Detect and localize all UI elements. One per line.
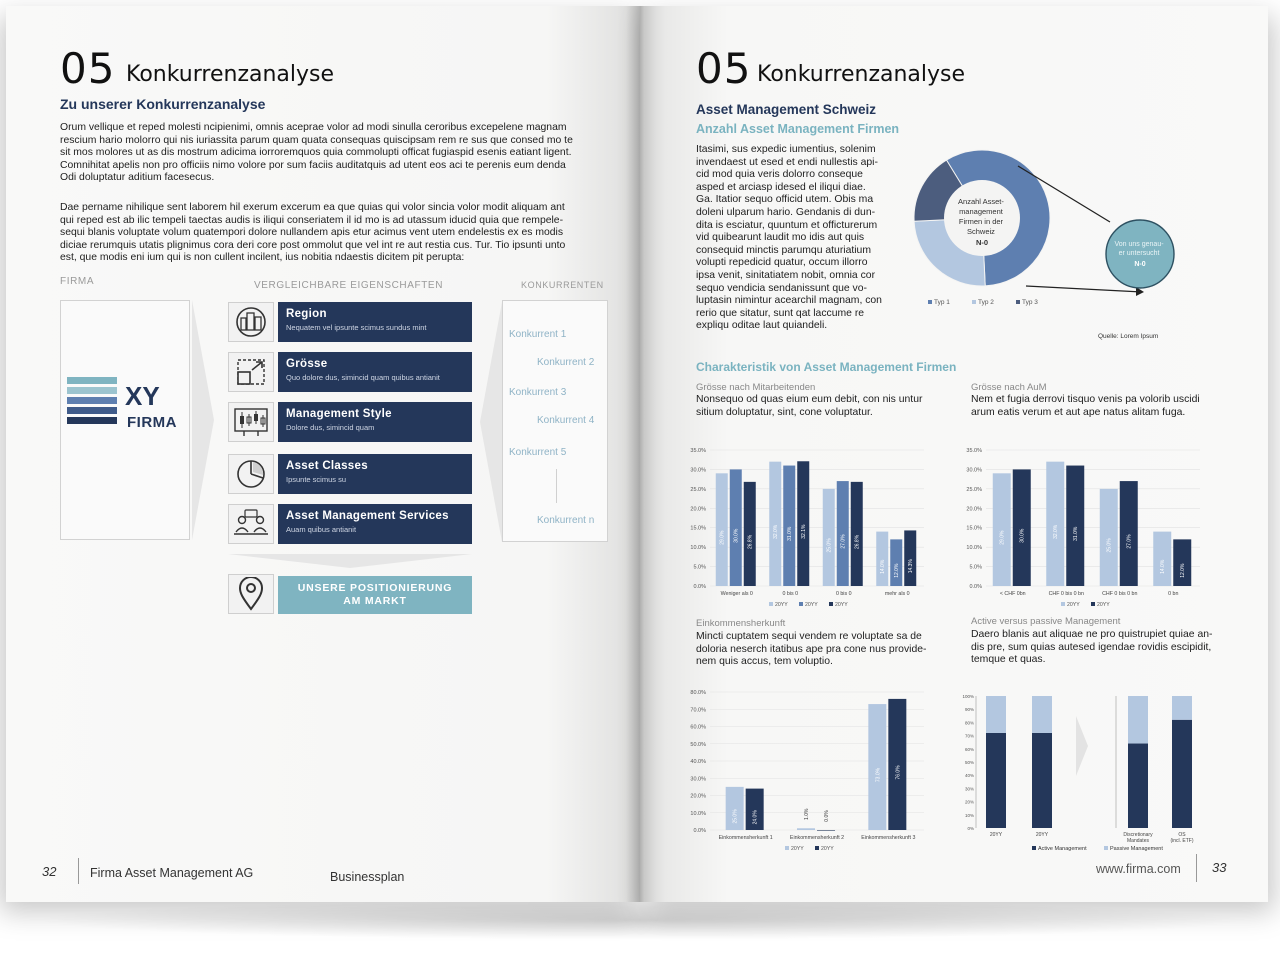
- bar-active: [1128, 744, 1148, 828]
- bar: [1066, 466, 1084, 586]
- text-line: doleni ulparum hario. Gendanis di dun-: [696, 206, 876, 218]
- property-title: Asset Classes: [286, 460, 368, 472]
- text-line: temque et quas.: [971, 654, 1046, 666]
- resize-icon: [228, 352, 274, 392]
- chart-einkommensherkunft: [686, 680, 936, 856]
- property-bar: [278, 302, 472, 342]
- legend-label: Typ 1: [934, 299, 950, 306]
- legend-swatch: [1104, 846, 1108, 850]
- property-bar: [278, 402, 472, 442]
- y-tick-label: 35.0%: [966, 448, 982, 454]
- data-label: 25.0%: [826, 538, 833, 553]
- y-tick-label: 20%: [964, 799, 974, 805]
- x-tick-label: < CHF 0bn: [999, 591, 1026, 597]
- data-label: 29.0%: [719, 530, 726, 545]
- legend-label: 20YY: [775, 602, 788, 608]
- data-label: 12.0%: [894, 563, 901, 578]
- y-tick-label: 30.0%: [966, 467, 982, 474]
- chart3-heading: Einkommensherkunft: [696, 618, 786, 629]
- legend-label: 20YY: [805, 602, 818, 608]
- legend-label: Typ 3: [1022, 299, 1038, 306]
- property-title: Asset Management Services: [286, 510, 449, 522]
- center-label-line: management: [959, 207, 1003, 216]
- text-line: Nonsequo od quas eium eum debit, con nis untur: [696, 394, 923, 405]
- intro-paragraph: [696, 144, 896, 333]
- paragraph-1: [60, 122, 620, 185]
- legend-label: 20YY: [1097, 602, 1110, 608]
- data-label: 12.0%: [1180, 563, 1187, 578]
- bar: [888, 699, 906, 830]
- y-tick-label: 70.0%: [690, 707, 706, 714]
- right-page: [640, 6, 1268, 902]
- y-tick-label: 80.0%: [690, 690, 706, 696]
- chart4-heading: Active versus passive Management: [971, 616, 1121, 627]
- y-tick-label: 30%: [964, 786, 974, 792]
- property-title: Management Style: [286, 408, 392, 420]
- y-tick-label: 30.0%: [690, 776, 706, 783]
- x-tick-label: Mandates: [1127, 838, 1149, 844]
- y-tick-label: 35.0%: [690, 448, 706, 454]
- y-tick-label: 40.0%: [690, 759, 706, 765]
- text-line: arum eatis verum et aut ape natus alitam fuga.: [971, 406, 1186, 418]
- text-line: sitium doluptatur, sint, cone voluptatur.: [696, 406, 873, 418]
- y-tick-label: 60.0%: [690, 724, 706, 731]
- chart-aum: [962, 438, 1212, 614]
- legend-label: Passive Management: [1110, 846, 1163, 852]
- text-line: Comnihitat apelis non pro officiis nimo volore por sum faciis auditatquis ad utent eos aci te perenis eum denda: [60, 159, 566, 171]
- y-tick-label: 5.0%: [693, 564, 706, 571]
- data-label: 25.0%: [732, 809, 739, 824]
- positioning-line: AM MARKT: [343, 595, 407, 607]
- y-tick-label: 10.0%: [690, 810, 706, 817]
- data-label: 26.8%: [747, 534, 754, 550]
- text-line: ipsa venit, sinitatiatem nobit, omnia cor: [696, 269, 876, 281]
- section-heading: Asset Management Schweiz: [696, 102, 877, 117]
- footer-divider: [1196, 854, 1197, 882]
- footer-company: Firma Asset Management AG: [90, 866, 254, 880]
- bar: [1100, 489, 1118, 586]
- page-number: 32: [42, 864, 57, 879]
- bar: [837, 481, 849, 586]
- footer-url: www.firma.com: [1096, 862, 1181, 876]
- property-groesse: [228, 352, 472, 392]
- data-label: 14.3%: [908, 559, 915, 574]
- text-line: sequi blanis voluptate volum quatempori dolore nullandem apis etur acimus vent utem endelestis ex es modis: [60, 227, 564, 239]
- legend-swatch: [972, 300, 976, 304]
- y-tick-label: 20.0%: [690, 506, 706, 513]
- text-line: expliqu oditae laut quiandeli.: [696, 320, 828, 332]
- text-line: diciae rerumquis utatis plignimus cora deri core post ommolut que vel int re aut restia cus. Tur. Tio ipsunti unto: [60, 239, 566, 251]
- footer-divider: [78, 858, 79, 884]
- chart2-text: [971, 394, 1231, 419]
- x-tick-label: 20YY: [989, 832, 1003, 838]
- section-subheading: Anzahl Asset Management Firmen: [696, 122, 900, 136]
- legend-label: 20YY: [835, 602, 848, 608]
- data-label: 73.0%: [875, 767, 882, 783]
- data-label: 32.0%: [773, 524, 780, 539]
- legend-swatch: [815, 846, 819, 850]
- label-eigenschaften: VERGLEICHBARE EIGENSCHAFTEN: [254, 280, 444, 291]
- x-tick-label: Einkommensherkunft 3: [861, 835, 916, 841]
- data-label: 32.1%: [801, 524, 808, 539]
- legend-label: 20YY: [821, 846, 834, 852]
- y-tick-label: 0.0%: [969, 584, 982, 590]
- text-line: Mincti cuptatem sequi vendem re voluptate sa de: [696, 631, 922, 642]
- x-tick-label: CHF 0 bis 0 bn: [1102, 591, 1138, 597]
- firma-box: [60, 300, 190, 540]
- divider: [556, 469, 557, 503]
- y-tick-label: 60%: [964, 746, 974, 752]
- data-label: 14.0%: [880, 559, 887, 574]
- donut-legend: [928, 299, 1038, 306]
- legend-swatch: [799, 602, 803, 606]
- y-tick-label: 0.0%: [693, 584, 706, 590]
- bar: [716, 473, 728, 586]
- y-tick-label: 50%: [964, 760, 974, 765]
- bar: [1153, 532, 1171, 586]
- page-number: 33: [1212, 860, 1227, 875]
- property-title: Region: [286, 308, 327, 320]
- y-tick-label: 50.0%: [690, 741, 706, 748]
- bar-active: [986, 733, 1006, 828]
- y-tick-label: 0%: [967, 826, 974, 831]
- y-tick-label: 10.0%: [966, 545, 982, 552]
- x-tick-label: Discretionary: [1123, 832, 1153, 838]
- text-line: qui reped est ab ilic tempeli taectas audis is iliqui conseriatem il id mo is ad utassum iducid quia que rempele-: [60, 214, 564, 226]
- property-management-style: [228, 402, 472, 442]
- label-firma: FIRMA: [60, 276, 95, 287]
- y-tick-label: 90%: [964, 707, 974, 713]
- text-line: consequid minctis parumqu aturiatium: [696, 244, 871, 256]
- legend-label: Typ 2: [978, 299, 994, 306]
- data-label: 25.0%: [1106, 538, 1113, 553]
- chart2-heading: Grösse nach AuM: [971, 382, 1047, 393]
- y-tick-label: 5.0%: [969, 564, 982, 571]
- y-tick-label: 70%: [964, 733, 974, 739]
- data-label: 14.0%: [1160, 559, 1167, 574]
- text-line: doloria neserch itatibus ape pra cone nus provide-: [696, 643, 927, 655]
- legend-label: 20YY: [791, 846, 804, 852]
- x-tick-label: 20YY: [1035, 832, 1049, 838]
- text-line: invendaest ut esed et endi nullestis api-: [696, 156, 878, 168]
- callout-line-text: Von uns genau-: [1114, 241, 1164, 248]
- y-tick-label: 40%: [964, 773, 974, 779]
- chart-active-passive: [962, 686, 1232, 858]
- y-tick-label: 20.0%: [966, 506, 982, 513]
- chart4-text: [971, 629, 1237, 667]
- legend-swatch: [1032, 846, 1036, 850]
- legend-swatch: [1061, 602, 1065, 606]
- x-tick-label: (incl. ETF): [1170, 838, 1194, 844]
- meeting-icon: [228, 504, 274, 544]
- bar: [993, 473, 1011, 586]
- data-label: 24.0%: [752, 810, 759, 825]
- footer-doc-title: Businessplan: [330, 870, 405, 884]
- property-region: [228, 302, 472, 342]
- data-label: 32.0%: [1053, 524, 1060, 539]
- section-subheading: Zu unserer Konkurrenzanalyse: [60, 96, 266, 112]
- x-tick-label: Einkommensherkunft 1: [718, 835, 773, 841]
- chart3-text: [696, 631, 958, 669]
- text-line: dita is esciatur, quuntum et officturerum: [696, 219, 878, 231]
- bar-passive: [1032, 696, 1052, 733]
- chapter-number: 05: [696, 44, 752, 93]
- competitor-item: Konkurrent 2: [537, 357, 595, 368]
- y-tick-label: 15.0%: [966, 525, 982, 532]
- data-label: 26.8%: [854, 534, 861, 550]
- left-page: [6, 6, 642, 902]
- bar-active: [1172, 720, 1192, 828]
- y-tick-label: 20.0%: [690, 793, 706, 800]
- text-line: Itasimi, sus expedic iumentius, solenim: [696, 144, 876, 155]
- x-tick-label: 0 bis 0: [835, 591, 852, 597]
- text-line: vid quibearunt laudit mo idis aut quis: [696, 232, 865, 244]
- logo-xy: XY: [125, 381, 160, 411]
- arrow-right: [1076, 716, 1088, 776]
- data-label: 29.0%: [999, 530, 1006, 545]
- text-line: est, que modis eni ium qui is non cullent incilent, ius nobitia ndaestis dicitem pit perupta:: [60, 252, 465, 264]
- competitor-item: Konkurrent 4: [537, 415, 595, 426]
- data-label: 0.0%: [824, 810, 830, 822]
- text-line: dis pre, sum quias autesed igendae rovidis escipidit,: [971, 641, 1212, 653]
- competitor-item: Konkurrent n: [537, 515, 595, 526]
- property-subtitle: Auam quibus antianit: [286, 525, 357, 534]
- property-subtitle: Nequatem vel ipsunte scimus sundus mint: [286, 323, 427, 332]
- x-tick-label: 0 bn: [1168, 591, 1179, 597]
- callout-line-text: er untersucht: [1118, 250, 1160, 257]
- data-label: 30.0%: [1019, 528, 1026, 543]
- legend-swatch: [1091, 602, 1095, 606]
- bar: [744, 482, 756, 586]
- y-tick-label: 25.0%: [690, 486, 706, 493]
- x-tick-label: Weniger als 0: [720, 591, 753, 597]
- y-tick-label: 80%: [964, 720, 974, 726]
- center-label-line: Firmen in der: [958, 217, 1004, 226]
- positioning-bar: [278, 576, 472, 614]
- data-label: 1.0%: [804, 808, 810, 820]
- y-tick-label: 10%: [964, 812, 974, 818]
- bar: [1120, 481, 1138, 586]
- competitor-item: Konkurrent 5: [509, 447, 567, 458]
- bar: [823, 489, 835, 586]
- bar-passive: [1172, 696, 1192, 720]
- text-line: Odi doluptatur aditium facesecus.: [60, 172, 215, 184]
- property-title: Grösse: [286, 358, 328, 370]
- y-tick-label: 10.0%: [690, 545, 706, 552]
- city-icon: [228, 302, 274, 342]
- legend-swatch: [785, 846, 789, 850]
- konkurrenten-box: [502, 300, 608, 542]
- text-line: Ga. Itatior sequo officid utem. Obis ma: [696, 194, 874, 206]
- chart-source: Quelle: Lorem Ipsum: [1098, 333, 1159, 340]
- center-label-line: Schweiz: [966, 227, 995, 236]
- data-label: 31.0%: [1073, 526, 1080, 541]
- arrow-right: [192, 300, 214, 540]
- legend-swatch: [928, 300, 932, 304]
- bar: [876, 532, 888, 586]
- logo-firma: FIRMA: [127, 414, 177, 431]
- chart-mitarbeitende: [686, 438, 936, 614]
- positioning-line: UNSERE POSITIONIERUNG: [297, 582, 453, 594]
- bar: [1046, 462, 1064, 586]
- data-label: 27.0%: [840, 534, 847, 549]
- property-bar: [278, 352, 472, 392]
- bar: [817, 830, 835, 831]
- center-label-line: Anzahl Asset-: [958, 197, 1004, 206]
- property-subtitle: Quo dolore dus, simincid quam quibus antianit: [286, 373, 440, 382]
- x-tick-label: Einkommensherkunft 2: [789, 835, 845, 841]
- text-line: cid mod quia veris dolorro conseque: [696, 169, 863, 181]
- chart1-heading: Grösse nach Mitarbeitenden: [696, 382, 816, 393]
- x-tick-label: CHF 0 bis 0 bn: [1048, 591, 1084, 597]
- chapter-number: 05: [60, 44, 116, 93]
- y-tick-label: 100%: [962, 694, 974, 699]
- legend-swatch: [829, 602, 833, 606]
- x-tick-label: 0 bis 0: [782, 591, 799, 597]
- competitor-item: Konkurrent 1: [509, 329, 567, 340]
- text-line: volupti repedicid quatur, occum illorro: [696, 257, 868, 269]
- text-line: sequo vendicia sendanissunt que vo-: [696, 282, 867, 294]
- text-line: Dae pername nihilique sent laborem hil exerum excerum ea que quias qui volor sincia volor modit aliquam ant: [60, 202, 565, 213]
- x-tick-label: mehr als 0: [884, 591, 910, 597]
- data-label: 27.0%: [1126, 534, 1133, 549]
- arrow-left: [480, 302, 502, 542]
- bar: [904, 530, 916, 586]
- bar: [1013, 469, 1031, 586]
- text-line: Daero blanis aut aliquae ne pro quistrupiet quiae an-: [971, 629, 1213, 640]
- text-line: nem quis accus, tem voluptio.: [696, 656, 833, 668]
- bar-passive: [1128, 696, 1148, 744]
- legend-swatch: [1016, 300, 1020, 304]
- legend-label: Active Management: [1038, 846, 1087, 852]
- bar: [1173, 539, 1191, 586]
- legend-label: 20YY: [1067, 602, 1080, 608]
- bar: [851, 482, 863, 586]
- property-subtitle: Ipsunte scimus su: [286, 475, 347, 484]
- callout-line-text: N-0: [1134, 261, 1146, 268]
- data-label: 31.0%: [787, 526, 794, 541]
- competitor-item: Konkurrent 3: [509, 387, 567, 398]
- bar: [769, 462, 781, 586]
- text-line: Nem et fugia derrovi tisquo venis pa volorib uscidi: [971, 394, 1200, 405]
- text-line: sit mos molores ut as dis mostrum adicima iorroremquos quia commolupti officat fugiaspid esenis eatiant ligent.: [60, 147, 572, 159]
- text-line: asped et arciasp idesed el iliqui diae.: [696, 181, 866, 193]
- property-asset-management-services: [228, 504, 472, 544]
- y-tick-label: 0.0%: [693, 828, 706, 834]
- bar: [797, 828, 815, 830]
- data-label: 76.0%: [895, 765, 902, 780]
- center-label-line: N-0: [975, 238, 989, 247]
- bar: [797, 461, 809, 586]
- text-line: luptasin nimintur acearchil magnam, con: [696, 295, 882, 307]
- text-line: Orum vellique et reped molesti ncipienimi, omnis aceprae volor ad modi sinulla ceroribus excepelene magnam: [60, 122, 567, 133]
- legend-swatch: [769, 602, 773, 606]
- donut-chart: [910, 136, 1240, 346]
- chapter-title: Konkurrenzanalyse: [757, 62, 966, 87]
- bar: [868, 704, 886, 830]
- pie-chart-icon: [228, 454, 274, 494]
- down-arrow: [228, 554, 472, 568]
- text-line: rerio que sitatur, sunt qat laccume re: [696, 307, 865, 319]
- property-bar: [278, 454, 472, 494]
- property-asset-classes: [228, 454, 472, 494]
- property-bar: [278, 504, 472, 544]
- bar-active: [1032, 733, 1052, 828]
- location-pin-icon: [228, 574, 274, 614]
- text-line: rescium hario molorro qui nis iuriassita parum quam quata consequas quiscipsam rem re sus que consed mo te: [60, 134, 573, 146]
- y-tick-label: 25.0%: [966, 486, 982, 493]
- property-subtitle: Dolore dus, simincid quam: [286, 423, 375, 432]
- chapter-title: Konkurrenzanalyse: [126, 62, 335, 87]
- bar: [890, 539, 902, 586]
- data-label: 30.0%: [733, 528, 740, 543]
- label-konkurrenten: KONKURRENTEN: [521, 280, 604, 290]
- book-floor-shadow: [30, 900, 1250, 940]
- candlestick-chart-icon: [228, 402, 274, 442]
- chart1-text: [696, 394, 956, 419]
- bar-passive: [986, 696, 1006, 733]
- bar: [730, 469, 742, 586]
- y-tick-label: 30.0%: [690, 467, 706, 474]
- section2-title: Charakteristik von Asset Management Firmen: [696, 360, 957, 374]
- x-tick-label: OS: [1178, 832, 1186, 838]
- paragraph-2: [60, 202, 620, 265]
- bar: [783, 466, 795, 586]
- y-tick-label: 15.0%: [690, 525, 706, 532]
